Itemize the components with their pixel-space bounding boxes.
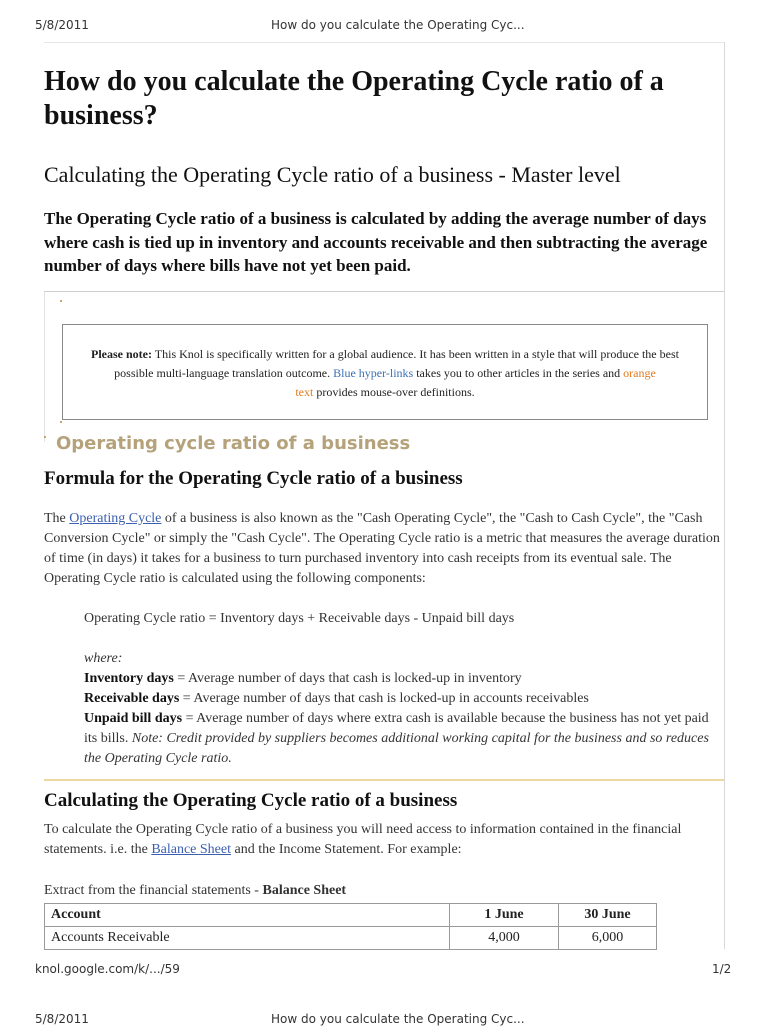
note-box [62, 324, 708, 420]
bullet-dot [44, 436, 46, 438]
inventory-days-def: = Average number of days that cash is locked-up in inventory [173, 671, 522, 686]
article-content [44, 42, 725, 949]
calculation-heading: Calculating the Operating Cycle ratio of a business [44, 790, 458, 811]
col-header-1-june: 1 June [450, 904, 559, 927]
article-summary: The Operating Cycle ratio of a business is calculated by adding the average number of days where cash is tied up in inventory and accounts receivable and then subtracting the average number of days where bills have not yet been paid. [44, 209, 708, 275]
formula: Operating Cycle ratio = Inventory days + Receivable days - Unpaid bill days [84, 611, 515, 626]
print-title: How do you calculate the Operating Cyc... [271, 18, 525, 32]
col-header-30-june: 30 June [559, 904, 657, 927]
note-text: provides mouse-over definitions. [313, 385, 475, 399]
print-date: 5/8/2011 [35, 1012, 89, 1026]
print-header [0, 0, 768, 42]
balance-sheet-table [44, 903, 657, 950]
orange-text-sample: orange [623, 366, 656, 380]
table-header-row [45, 904, 657, 927]
divider [44, 291, 724, 292]
page-url: knol.google.com/k/.../59 [35, 962, 180, 976]
intro-text: and the Income Statement. For example: [231, 842, 462, 857]
table-cell: 6,000 [559, 927, 657, 950]
intro-text: of a business is also known as the "Cash Operating Cycle", the "Cash to Cash Cycle", the "Cash Conversion Cycle" or simply the "Cash Cycle". The Operating Cycle ratio is a metric that measures the average duration of time (in days) it takes for a business to turn purchased inventory into cash receipts from its eventual sale. The Operating Cycle ratio is calculated using the following components: [44, 511, 720, 586]
operating-cycle-link[interactable]: Operating Cycle [69, 511, 162, 526]
unpaid-bill-days-def: = Average number of days where extra cash is available because the business has not yet paid its bills. [84, 711, 709, 746]
bullet-dot [60, 300, 62, 302]
orange-text-sample: text [295, 385, 314, 399]
inventory-days-term: Inventory days [84, 671, 174, 686]
col-header-account: Account [45, 904, 450, 927]
table-cell: 4,000 [450, 927, 559, 950]
print-date: 5/8/2011 [35, 18, 89, 32]
receivable-days-def: = Average number of days that cash is locked-up in accounts receivables [179, 691, 589, 706]
blue-hyperlinks-sample: Blue hyper-links [333, 366, 414, 380]
article-title: How do you calculate the Operating Cycle ratio of a business? [44, 66, 664, 131]
print-title: How do you calculate the Operating Cyc... [271, 1012, 525, 1026]
page-number: 1/2 [712, 962, 732, 976]
receivable-days-term: Receivable days [84, 691, 180, 706]
note-text: This Knol is specifically written for a global audience. It has been written in a style that will produce the best possible multi-language translation outcome. [114, 347, 679, 380]
print-footer [0, 950, 768, 1024]
extract-caption [44, 881, 724, 901]
note-text: takes you to other articles in the series and [413, 366, 624, 380]
section-heading: Operating cycle ratio of a business [56, 433, 411, 454]
extract-label: Extract from the financial statements - [44, 883, 263, 898]
left-rule [44, 292, 45, 442]
table-cell: Accounts Receivable [45, 927, 450, 950]
table-row [45, 927, 657, 950]
article-subtitle: Calculating the Operating Cycle ratio of a business - Master level [44, 162, 621, 187]
balance-sheet-link[interactable]: Balance Sheet [151, 842, 231, 857]
note-label: Please note: [91, 347, 152, 361]
where-label: where: [84, 651, 123, 666]
calculation-intro [44, 820, 724, 860]
definitions [84, 649, 720, 769]
bullet-dot [60, 421, 62, 423]
formula-intro [44, 509, 724, 589]
extract-bold: Balance Sheet [262, 883, 347, 898]
unpaid-bill-days-term: Unpaid bill days [84, 711, 183, 726]
intro-text: The [44, 511, 70, 526]
divider [44, 779, 724, 781]
formula-heading: Formula for the Operating Cycle ratio of a business [44, 468, 463, 489]
intro-text: To calculate the Operating Cycle ratio of a business you will need access to information contained in the financial statements. i.e. the [44, 822, 682, 857]
credit-note: Note: Credit provided by suppliers becomes additional working capital for the business and so reduces the Operating Cycle ratio. [84, 731, 709, 766]
